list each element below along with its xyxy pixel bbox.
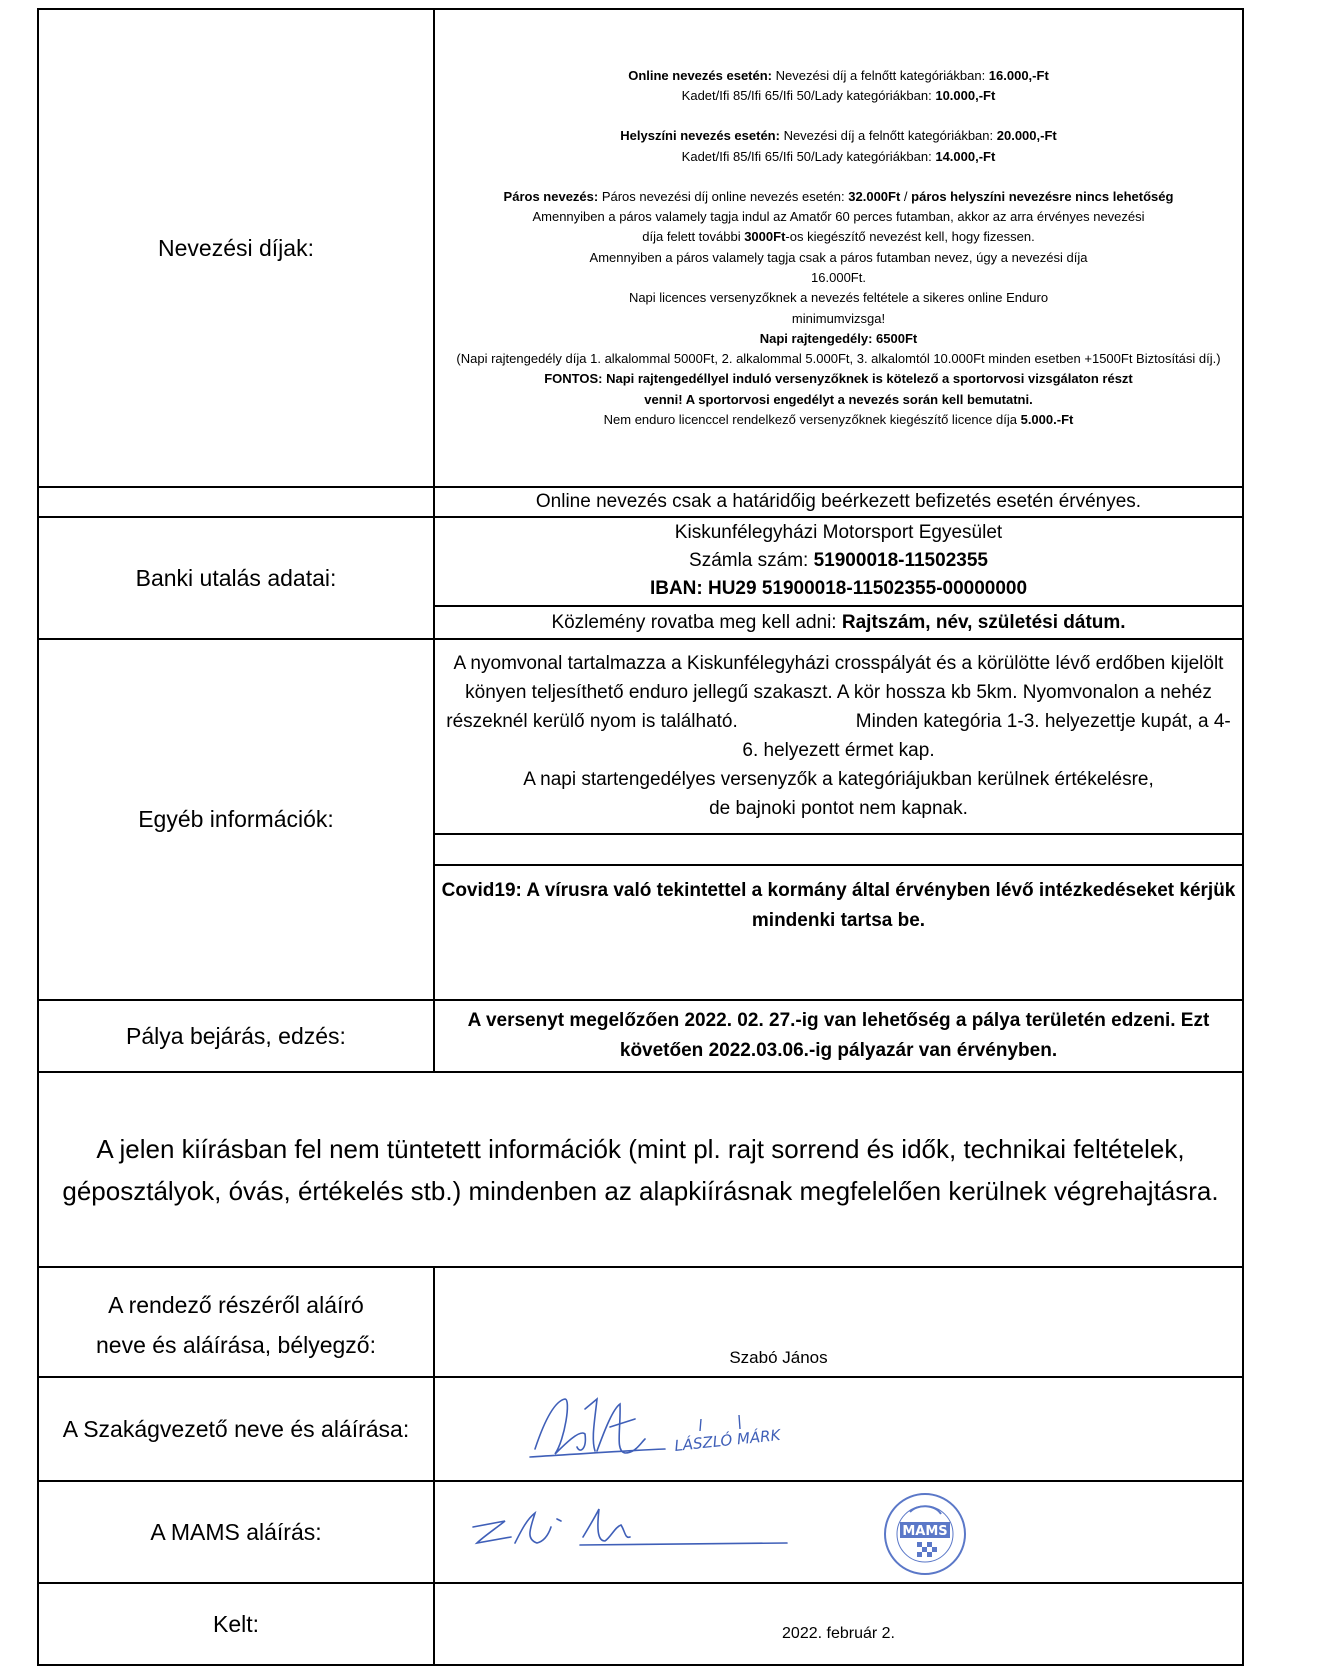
other-info-row [38,639,1243,834]
general-note-row [38,1072,1243,1267]
online-fee-line: Online nevezés esetén: Nevezési díj a felnőtt kategóriákban: 16.000,-Ft [628,67,1049,83]
branch-signature-cell [434,1377,1243,1481]
organizer-name-cell [434,1267,1243,1376]
branch-handwritten-name: LÁSZLÓ MÁRK [673,1425,782,1455]
organizer-label: A rendező részéről aláíró neve és aláírása, bélyegző: [38,1267,434,1376]
branch-signature [525,1389,925,1469]
empty-cell [434,834,1243,865]
fees-label: Nevezési díjak: [38,9,434,487]
document-table [37,8,1244,1666]
licence-fee-line: Nem enduro licenccel rendelkező versenyzőknek kiegészítő licence díja 5.000.-Ft [603,412,1074,428]
pair-only-fee-text: Amennyiben a páros valamely tagja csak a páros futamban nevez, úgy a nevezési díja 16.000Ft. [589,249,1088,285]
mams-label: A MAMS aláírás: [38,1481,434,1583]
onsite-fee-line: Helyszíni nevezés esetén: Nevezési díj a felnőtt kategóriákban: 20.000,-Ft [620,128,1057,144]
amateur-fee-text: Amennyiben a páros valamely tagja indul az Amatőr 60 perces futamban, akkor az arra érvényes nevezési díja felett további 3000Ft-os kiegészítő nevezést kell, hogy fizessen. [532,209,1145,245]
general-note: A jelen kiírásban fel nem tüntetett információk (mint pl. rajt sorrend és idők, technikai feltételek, géposztályok, óvás, értékelés stb.) mindenben az alapkiírásnak megfelelően kerülnek végrehajtásra. [38,1072,1243,1267]
important-notice: FONTOS: Napi rajtengedéllyel induló versenyzőknek is kötelező a sportorvosi vizsgálaton részt venni! A sportorvosi engedélyt a nevezés során kell bemutatni. [544,371,1133,407]
pair-fee-line: Páros nevezés: Páros nevezési díj online nevezés esetén: 32.000Ft / páros helyszíni nevezésre nincs lehetőség [503,188,1174,204]
online-note: Online nevezés csak a határidőig beérkezett befizetés esetén érvényes. [434,487,1243,517]
daily-permit-details: (Napi rajtengedély díja 1. alkalommal 5000Ft, 2. alkalommal 5.000Ft, 3. alkalomtól 10.000Ft minden esetben +1500Ft Biztosítási díj.) [456,351,1221,367]
organizer-row [38,1267,1243,1376]
branch-label: A Szakágvezető neve és aláírása: [38,1377,434,1481]
onsite-category-fee-line: Kadet/Ifi 85/Ifi 65/Ifi 50/Lady kategóriákban: 14.000,-Ft [681,148,996,164]
mams-stamp-text: MAMS [902,1524,948,1540]
online-category-fee-line: Kadet/Ifi 85/Ifi 65/Ifi 50/Lady kategóriákban: 10.000,-Ft [681,87,996,103]
training-label: Pálya bejárás, edzés: [38,1000,434,1072]
fees-content [434,9,1243,487]
mams-stamp [865,1488,985,1576]
bank-label: Banki utalás adatai: [38,517,434,639]
bank-iban: IBAN: HU29 51900018-11502355-00000000 [649,578,1028,600]
bank-account: Számla szám: 51900018-11502355 [689,550,988,572]
bank-row [38,517,1243,606]
bank-org: Kiskunfélegyházi Motorsport Egyesület [674,522,1003,544]
fees-row [38,9,1243,487]
mams-signature-cell [434,1481,1243,1583]
online-note-row [38,487,1243,517]
mams-signature [465,1497,795,1567]
training-text: A versenyt megelőzően 2022. 02. 27.-ig van lehetőség a pálya területén edzeni. Ezt követően 2022.03.06.-ig pályazár van érvényben. [434,1000,1243,1072]
daily-permit-fee: Napi rajtengedély: 6500Ft [759,330,918,346]
other-info-label: Egyéb információk: [38,639,434,1000]
organizer-name: Szabó János [729,1347,828,1367]
training-row [38,1000,1243,1072]
dated-value: 2022. február 2. [434,1583,1243,1665]
mams-row [38,1481,1243,1583]
covid-notice: Covid19: A vírusra való tekintettel a kormány által érvényben lévő intézkedéseket kérjük mindenki tartsa be. [434,865,1243,1000]
branch-row [38,1377,1243,1481]
empty-cell [38,487,434,517]
daily-licence-text: Napi licences versenyzőknek a nevezés feltétele a sikeres online Enduro minimumvizsga! [628,290,1049,326]
other-info-text: A nyomvonal tartalmazza a Kiskunfélegyházi crosspályát és a körülötte lévő erdőben kijelölt könyen teljesíthető enduro jellegű szakaszt. A kör hossza kb 5km. Nyomvonalon a nehéz részeknél kerülő nyom is található. Minden kategória 1-3. helyezettje kupát, a 4-6. helyezett érmet kap. A napi startengedélyes versenyzők a kategóriájukban kerülnek értékelésre, de bajnoki pontot nem kapnak. [434,639,1243,834]
bank-memo: Közlemény rovatba meg kell adni: Rajtszám, név, születési dátum. [434,606,1243,639]
dated-label: Kelt: [38,1583,434,1665]
bank-details [434,517,1243,606]
dated-row [38,1583,1243,1665]
